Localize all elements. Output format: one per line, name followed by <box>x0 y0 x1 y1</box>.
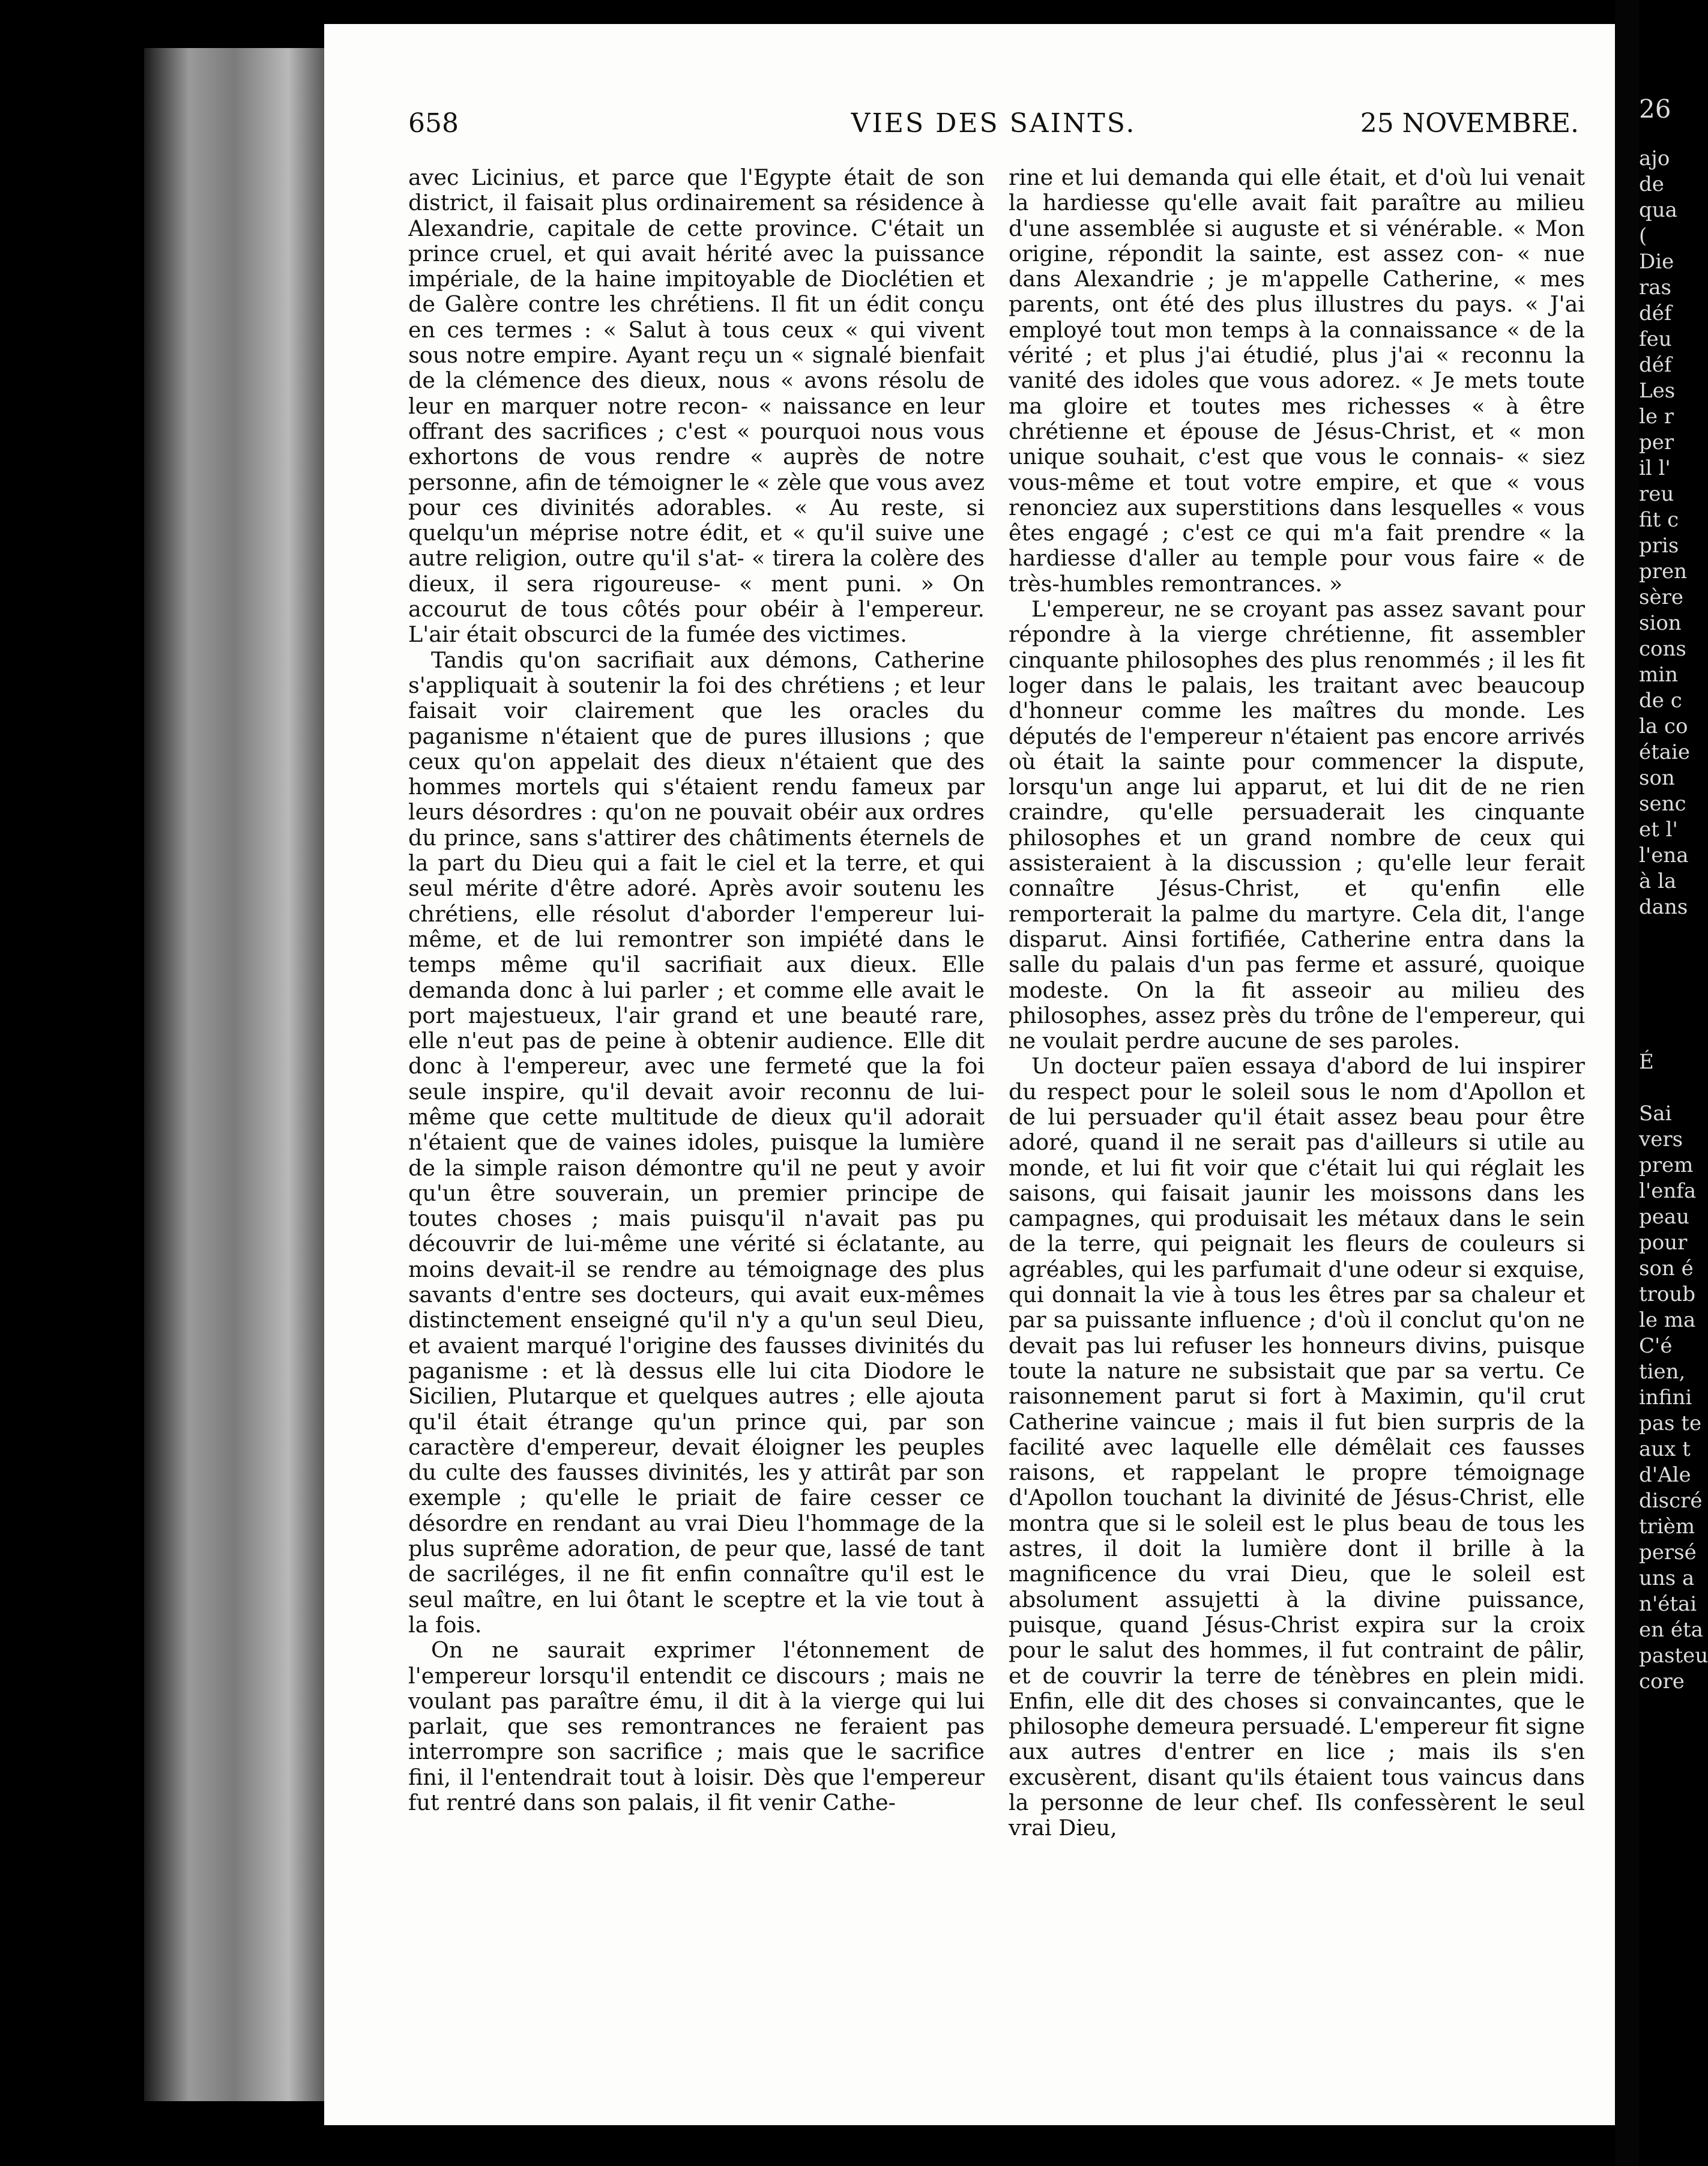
adjacent-line: persé <box>1639 1540 1697 1564</box>
adjacent-line: déf <box>1639 301 1672 325</box>
adjacent-line: infini <box>1639 1386 1692 1410</box>
page-number: 658 <box>408 108 459 139</box>
adjacent-line: pas te <box>1639 1411 1702 1435</box>
adjacent-line: l'enfa <box>1639 1179 1697 1203</box>
adjacent-line: prem <box>1639 1153 1694 1177</box>
feast-date: 25 NOVEMBRE. <box>1360 108 1579 139</box>
right-column <box>1009 165 1585 1841</box>
adjacent-line: cons <box>1639 637 1686 661</box>
adjacent-line: le r <box>1639 405 1674 429</box>
adjacent-line: discré <box>1639 1489 1703 1513</box>
adjacent-line: senc <box>1639 792 1686 816</box>
adjacent-line: de <box>1639 172 1664 196</box>
adjacent-line: il l' <box>1639 456 1671 480</box>
adjacent-line: sère <box>1639 585 1683 609</box>
adjacent-line <box>1639 946 1686 972</box>
adjacent-line: tien, <box>1639 1360 1686 1384</box>
adjacent-line <box>1639 1075 1686 1101</box>
adjacent-line: à la <box>1639 869 1677 893</box>
adjacent-line: min <box>1639 663 1679 687</box>
adjacent-line: feu <box>1639 327 1672 351</box>
adjacent-line: Les <box>1639 379 1676 403</box>
adjacent-line: uns a <box>1639 1566 1695 1590</box>
adjacent-line: pris <box>1639 534 1679 558</box>
adjacent-line: dans <box>1639 895 1688 919</box>
paragraph: L'empereur, ne se croyant pas assez savant pour répondre à la vierge chrétienne, fit assembler cinquante philosophes des plus renommés ; il les fit loger dans le palais, les traitant avec beaucoup d'honneur comme les maîtres du monde. Les députés de l'empereur n'étaient pas encore arrivés où était la sainte pour commencer la dispute, lorsqu'un ange lui apparut, et lui dit de ne rien craindre, qu'elle persuaderait les cinquante philosophes et un grand nombre de ceux qui assisteraient à la discussion ; qu'elle leur ferait connaître Jésus-Christ, et qu'enfin elle remporterait la palme du martyre. Cela dit, l'ange disparut. Ainsi fortifiée, Catherine entra dans la salle du palais d'un pas ferme et assuré, quoique modeste. On la fit asseoir au milieu des philosophes, assez près du trône de l'empereur, qui ne voulait perdre aucune de ses paroles. <box>1009 596 1585 1054</box>
adjacent-line: reu <box>1639 482 1674 506</box>
adjacent-line: de c <box>1639 689 1682 713</box>
adjacent-line: Sai <box>1639 1102 1672 1126</box>
adjacent-line: ajo <box>1639 146 1670 170</box>
paragraph: rine et lui demanda qui elle était, et d'où lui venait la hardiesse qu'elle avait fait paraître au milieu d'une assemblée si auguste et si vénérable. « Mon origine, répondit la sainte, est assez con- « nue dans Alexandrie ; je m'appelle Catherine, « mes parents, ont été des plus illustres du pays. « J'ai employé tout mon temps à la connaissance « de la vérité ; et plus j'ai étudié, plus j'ai « reconnu la vanité des idoles que vous adorez. « Je mets toute ma gloire et toutes mes richesses « à être chrétienne et épouse de Jésus-Christ, et « mon unique souhait, c'est que vous le connais- « siez vous-même et tout votre empire, et que « vous renonciez aux superstitions dans lesquelles « vous êtes engagé ; c'est ce qui m'a fait prendre « la hardiesse d'aller au temple pour vous faire « de très-humbles remontrances. » <box>1009 164 1585 597</box>
book-page <box>324 24 1615 2125</box>
paragraph: On ne saurait exprimer l'étonnement de l'empereur lorsqu'il entendit ce discours ; mais ne voulant pas paraître ému, il dit à la vierge qui lui parlait, que ses remontrances ne feraient pas interrompre son sacrifice ; mais que le sacrifice fini, il l'entendrait tout à loisir. Dès que l'empereur fut rentré dans son palais, il fit venir Cathe- <box>408 1637 985 1815</box>
adjacent-line: qua <box>1639 198 1677 222</box>
adjacent-line: pasteu <box>1639 1644 1708 1668</box>
paragraph: Tandis qu'on sacrifiait aux démons, Catherine s'appliquait à soutenir la foi des chrétiens ; et leur faisait voir clairement que les oracles du paganisme n'étaient que de pures illusions ; que ceux qu'on appelait des dieux n'étaient que des hommes mortels qui s'étaient rendu fameux par leurs désordres : qu'on ne pouvait obéir aux ordres du prince, sans s'attirer des châtiments éternels de la part du Dieu qui a fait le ciel et la terre, et qui seul mérite d'être adoré. Après avoir soutenu les chrétiens, elle résolut d'aborder l'empereur lui-même, et de lui remontrer son impiété dans le temps même qu'il sacrifiait aux dieux. Elle demanda donc à lui parler ; et comme elle avait le port majestueux, l'air grand et une beauté rare, elle n'eut pas de peine à obtenir audience. Elle dit donc à l'empereur, avec une fermeté que la foi seule inspire, qu'il devait avoir reconnu de lui-même que cette multitude de dieux qu'il adorait n'étaient que de vaines idoles, puisque la lumière de la simple raison démontre qu'il ne peut y avoir qu'un être souverain, un premier principe de toutes choses ; mais puisqu'il n'avait pas pu découvrir de lui-même une vérité si éclatante, au moins devait-il se rendre au témoignage des plus savants d'entre ses docteurs, qui avait eux-mêmes distinctement enseigné qu'il n'y a qu'un seul Dieu, et avaient marqué l'origine des fausses divinités du paganisme : et là dessus elle lui cita Diodore le Sicilien, Plutarque et quelques autres ; elle ajouta qu'il était étrange qu'un prince qui, par son caractère d'empereur, devait éloigner les peuples du culte des fausses divinités, les y attirât par son exemple ; qu'elle le priait de faire cesser ce désordre en rendant au vrai Dieu l'hommage de la plus suprême adoration, de peur que, lassé de tant de sacriléges, il ne fit enfin connaître qu'il est le seul maître, en lui ôtant le sceptre et la vie tout à la fois. <box>408 647 985 1638</box>
adjacent-line: l'ena <box>1639 843 1689 867</box>
adjacent-line: C'é <box>1639 1334 1673 1358</box>
adjacent-line: aux t <box>1639 1437 1691 1461</box>
adjacent-line: per <box>1639 430 1674 454</box>
adjacent-line: son <box>1639 766 1675 790</box>
adjacent-line: d'Ale <box>1639 1463 1691 1487</box>
running-title: VIES DES SAINTS. <box>851 108 1136 139</box>
adjacent-line: fit c <box>1639 508 1679 532</box>
book-edge <box>144 48 324 2101</box>
adjacent-line: et l' <box>1639 818 1678 842</box>
adjacent-line: trièm <box>1639 1515 1695 1539</box>
adjacent-line: déf <box>1639 353 1672 377</box>
adjacent-line: vers <box>1639 1127 1683 1151</box>
adjacent-line: troub <box>1639 1282 1696 1306</box>
adjacent-line: ras <box>1639 276 1671 300</box>
adjacent-line: en éta <box>1639 1618 1703 1642</box>
adjacent-line: sion <box>1639 611 1682 635</box>
adjacent-page-fragment <box>1639 94 1708 2017</box>
adjacent-line: Die <box>1639 250 1674 274</box>
adjacent-line: étaie <box>1639 740 1691 764</box>
paragraph: avec Licinius, et parce que l'Egypte était de son district, il faisait plus ordinairement sa résidence à Alexandrie, capitale de cette province. C'était un prince cruel, et qui avait hérité avec la puissance impériale, de la haine impitoyable de Dioclétien et de Galère contre les chrétiens. Il fit un édit conçu en ces termes : « Salut à tous ceux « qui vivent sous notre empire. Ayant reçu un « signalé bienfait de la clémence des dieux, nous « avons résolu de leur en marquer notre recon- « naissance en leur offrant des sacrifices ; c'est « pourquoi nous vous exhortons de vous rendre « auprès de notre personne, afin de témoigner le « zèle que vous avez pour ces divinités adorables. « Au reste, si quelqu'un méprise notre édit, et « qu'il suive une autre religion, outre qu'il s'at- « tirera la colère des dieux, il sera rigoureuse- « ment puni. » On accourut de tous côtés pour obéir à l'empereur. L'air était obscurci de la fumée des victimes. <box>408 164 985 648</box>
adjacent-line: n'étai <box>1639 1592 1697 1616</box>
adjacent-line: core <box>1639 1670 1685 1694</box>
adjacent-line: son é <box>1639 1256 1694 1281</box>
adjacent-line <box>1639 972 1686 998</box>
adjacent-line: le ma <box>1639 1308 1696 1332</box>
adjacent-line: la co <box>1639 714 1688 738</box>
adjacent-page-lines <box>1639 146 1708 1695</box>
adjacent-line: É <box>1639 1050 1654 1074</box>
adjacent-line: pour <box>1639 1231 1688 1255</box>
paragraph: Un docteur païen essaya d'abord de lui inspirer du respect pour le soleil sous le nom d'Apollon et de lui persuader qu'il était assez beau pour être adoré, quand il ne serait pas d'ailleurs si utile au monde, et lui fit voir que c'était lui qui réglait les saisons, qui faisait jaunir les moissons dans les campagnes, qui produisait les métaux dans le sein de la terre, qui peignait les fleurs de couleurs si agréables, qui les parfumait d'une odeur si exquise, qui donnait la vie à tous les êtres par sa chaleur et par sa puissante influence ; d'où il conclut qu'on ne devait pas lui refuser les honneurs divins, puisque toute la nature ne subsistait que par sa vertu. Ce raisonnement parut si fort à Maximin, qu'il crut Catherine vaincue ; mais il fut bien surpris de la facilité avec laquelle elle démêlait ces fausses raisons, et rappelant le propre témoignage d'Apollon touchant la divinité de Jésus-Christ, elle montra que si le soleil est le plus beau de tous les astres, il doit la lumière dont il brille à la magnificence du vrai Dieu, que le soleil est absolument assujetti à la divine puissance, puisque, quand Jésus-Christ expira sur la croix pour le salut des hommes, il fut contraint de pâlir, et de couvrir la terre de ténèbres en plein midi. Enfin, elle dit des choses si convaincantes, que le philosophe demeura persuadé. L'empereur fit signe aux autres d'entrer en lice ; mais ils s'en excusèrent, disant qu'ils étaient tous vaincus dans la personne de leur chef. Ils confessèrent le seul vrai Dieu, <box>1009 1053 1585 1841</box>
adjacent-line: pren <box>1639 560 1688 584</box>
left-column <box>408 165 985 1815</box>
adjacent-page-number: 26 <box>1639 94 1671 124</box>
adjacent-line <box>1639 920 1686 946</box>
adjacent-line: ( <box>1639 224 1647 248</box>
adjacent-line <box>1639 1024 1686 1049</box>
adjacent-line <box>1639 998 1686 1024</box>
running-header <box>408 108 1579 162</box>
adjacent-line: peau <box>1639 1205 1690 1229</box>
